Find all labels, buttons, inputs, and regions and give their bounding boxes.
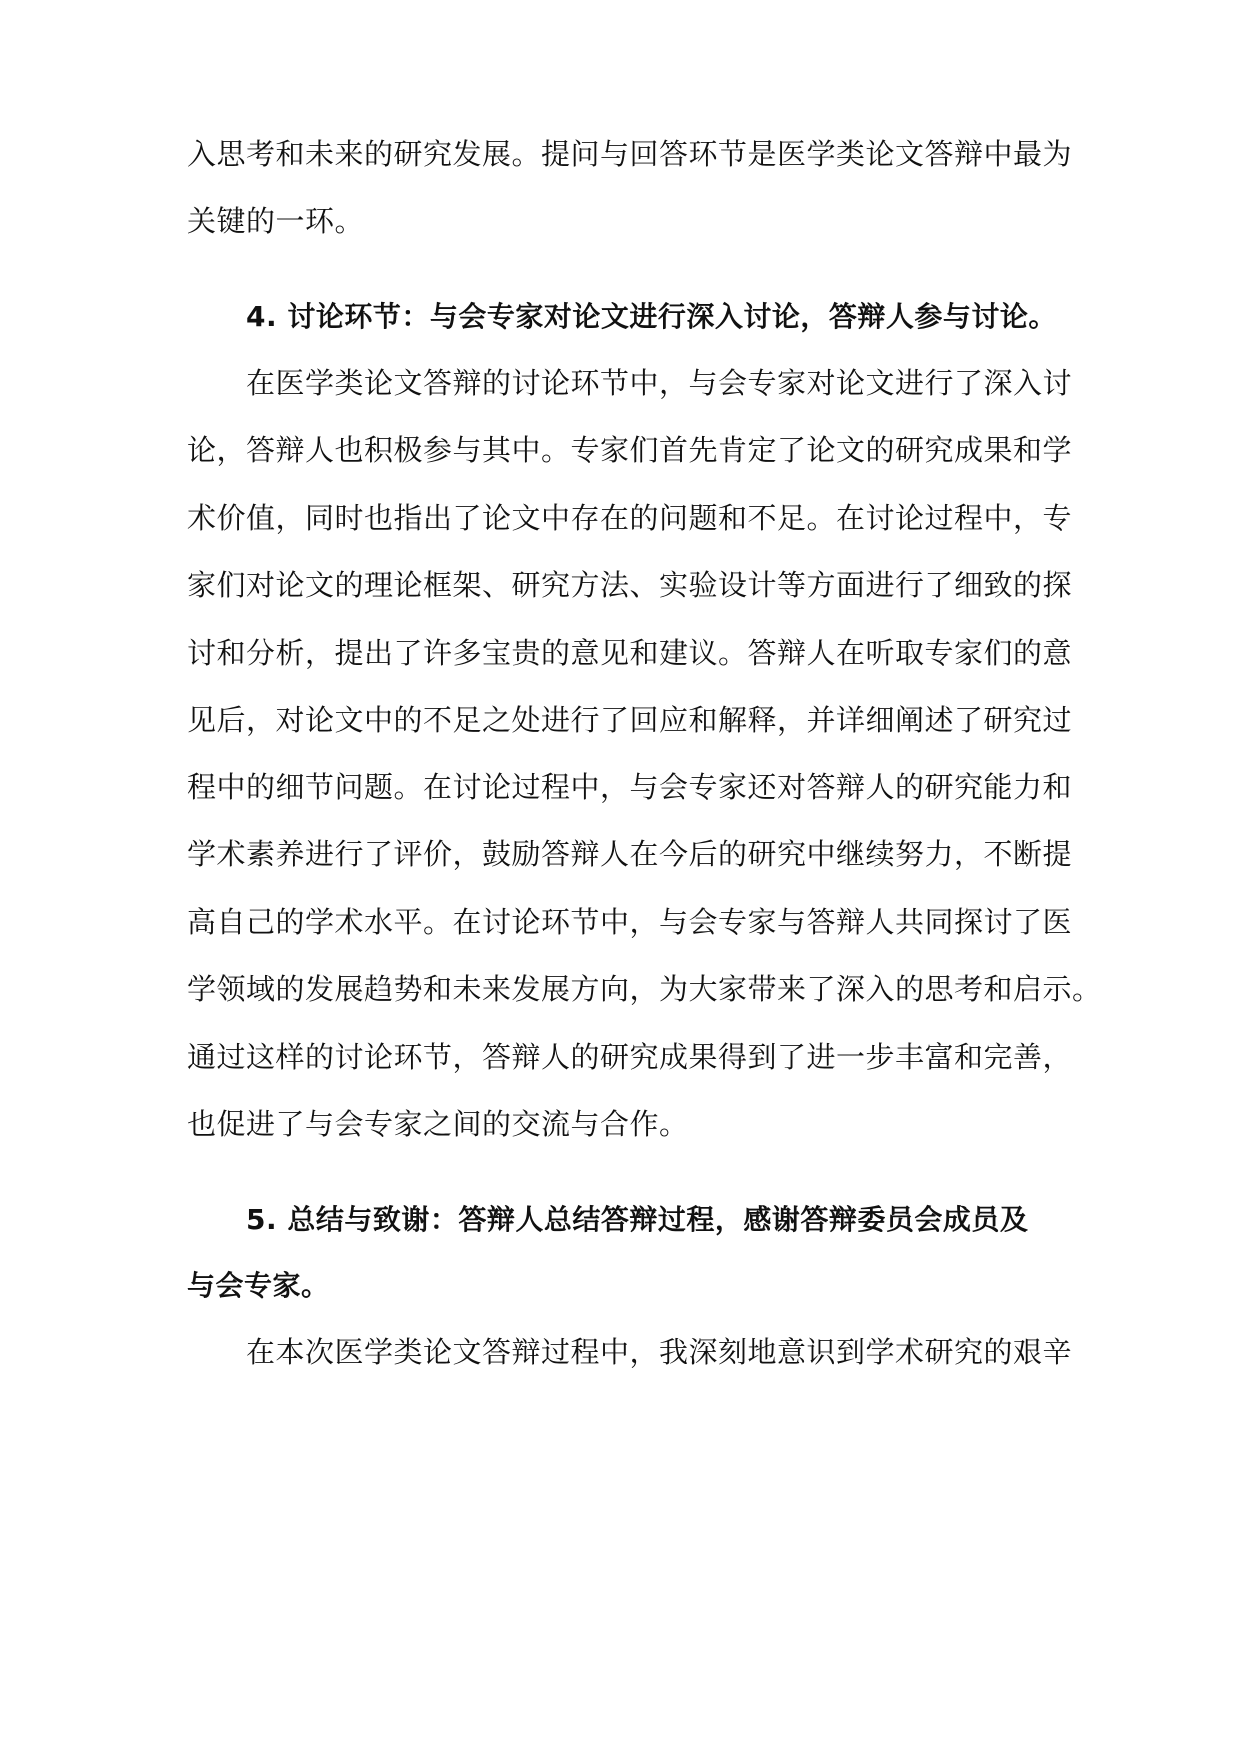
section-heading-5: 5. 总结与致谢：答辩人总结答辩过程，感谢答辩委员会成员及 (246, 1203, 1029, 1236)
paragraph-line: 见后，对论文中的不足之处进行了回应和解释，并详细阐述了研究过 (187, 703, 1073, 737)
paragraph-line: 家们对论文的理论框架、研究方法、实验设计等方面进行了细致的探 (187, 568, 1073, 602)
paragraph-line: 也促进了与会专家之间的交流与合作。 (187, 1107, 689, 1141)
paragraph-line: 关键的一环。 (187, 204, 365, 238)
paragraph-line: 程中的细节问题。在讨论过程中，与会专家还对答辩人的研究能力和 (187, 770, 1073, 804)
paragraph-line: 入思考和未来的研究发展。提问与回答环节是医学类论文答辩中最为 (187, 137, 1073, 171)
paragraph-line: 论，答辩人也积极参与其中。专家们首先肯定了论文的研究成果和学 (187, 433, 1073, 467)
paragraph-line: 讨和分析，提出了许多宝贵的意见和建议。答辩人在听取专家们的意 (187, 636, 1073, 670)
section-heading-5-continued: 与会专家。 (187, 1269, 330, 1302)
paragraph-line: 通过这样的讨论环节，答辩人的研究成果得到了进一步丰富和完善， (187, 1040, 1073, 1074)
paragraph-line: 在本次医学类论文答辩过程中，我深刻地意识到学术研究的艰辛 (246, 1335, 1073, 1369)
paragraph-line: 在医学类论文答辩的讨论环节中，与会专家对论文进行了深入讨 (246, 366, 1073, 400)
paragraph-line: 术价值，同时也指出了论文中存在的问题和不足。在讨论过程中，专 (187, 501, 1073, 535)
paragraph-line: 学领域的发展趋势和未来发展方向，为大家带来了深入的思考和启示。 (187, 972, 1102, 1006)
section-heading-4: 4. 讨论环节：与会专家对论文进行深入讨论，答辩人参与讨论。 (246, 300, 1057, 333)
paragraph-line: 高自己的学术水平。在讨论环节中，与会专家与答辩人共同探讨了医 (187, 905, 1073, 939)
paragraph-line: 学术素养进行了评价，鼓励答辩人在今后的研究中继续努力，不断提 (187, 837, 1073, 871)
